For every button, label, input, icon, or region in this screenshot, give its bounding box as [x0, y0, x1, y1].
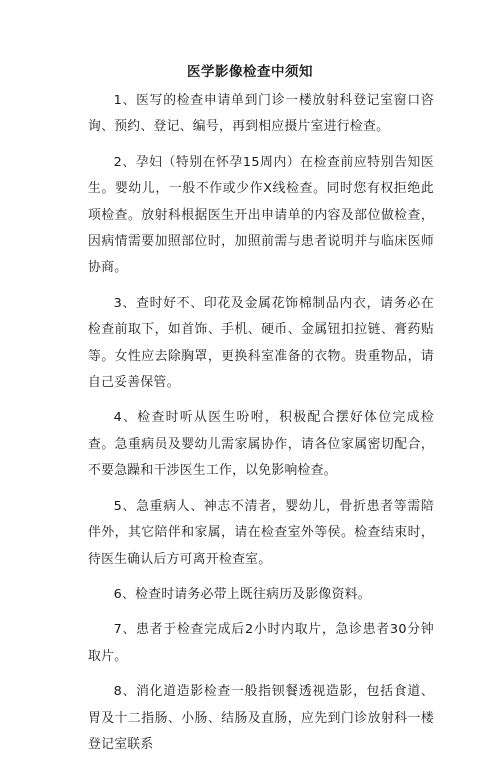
paragraph-6: 6、检查时请务必带上既往病历及影像资料。 — [113, 586, 371, 602]
paragraph-5: 5、急重病人、神志不清者，婴幼儿，骨折患者等需陪伴外，其它陪伴和家属，请在检查室外等侯。检查结束时，待医生确认后方可离开检查室。 — [88, 498, 434, 567]
paragraph-2: 2、孕妇（特别在怀孕15周内）在检查前应特别告知医生。婴幼儿，一般不作或少作X线检查。同时您有权拒绝此项检查。放射科根据医生开出申请单的内容及部位做检查，因病情需要加照部位时，加照前需与患者说明并与临床医师协商。 — [88, 154, 434, 276]
paragraph-3: 3、查时好不、印花及金属花饰棉制品内衣，请务必在检查前取下，如首饰、手机、硬币、金属钮扣拉链、膏药贴等。女性应去除胸罩，更换科室准备的衣物。贵重物品，请自己妥善保管。 — [88, 295, 434, 391]
paragraph-1: 1、医写的检查申请单到门诊一楼放射科登记室窗口咨询、预约、登记、编号，再到相应摄片室进行检查。 — [88, 93, 434, 135]
document-body — [88, 88, 434, 767]
document-title: 医学影像检查中须知 — [187, 64, 313, 80]
paragraph-8: 8、消化道造影检查一般指钡餐透视造影，包括食道、胃及十二指肠、小肠、结肠及直肠，应先到门诊放射科一楼登记室联系 — [88, 684, 434, 752]
paragraph-7: 7、患者于检查完成后2小时内取片，急诊患者30分钟取片。 — [88, 622, 434, 664]
paragraph-4: 4、检查时听从医生吩咐，积极配合摆好体位完成检查。急重病员及婴幼儿需家属协作，请各位家属密切配合，不要急躁和干涉医生工作，以免影响检查。 — [88, 410, 434, 479]
